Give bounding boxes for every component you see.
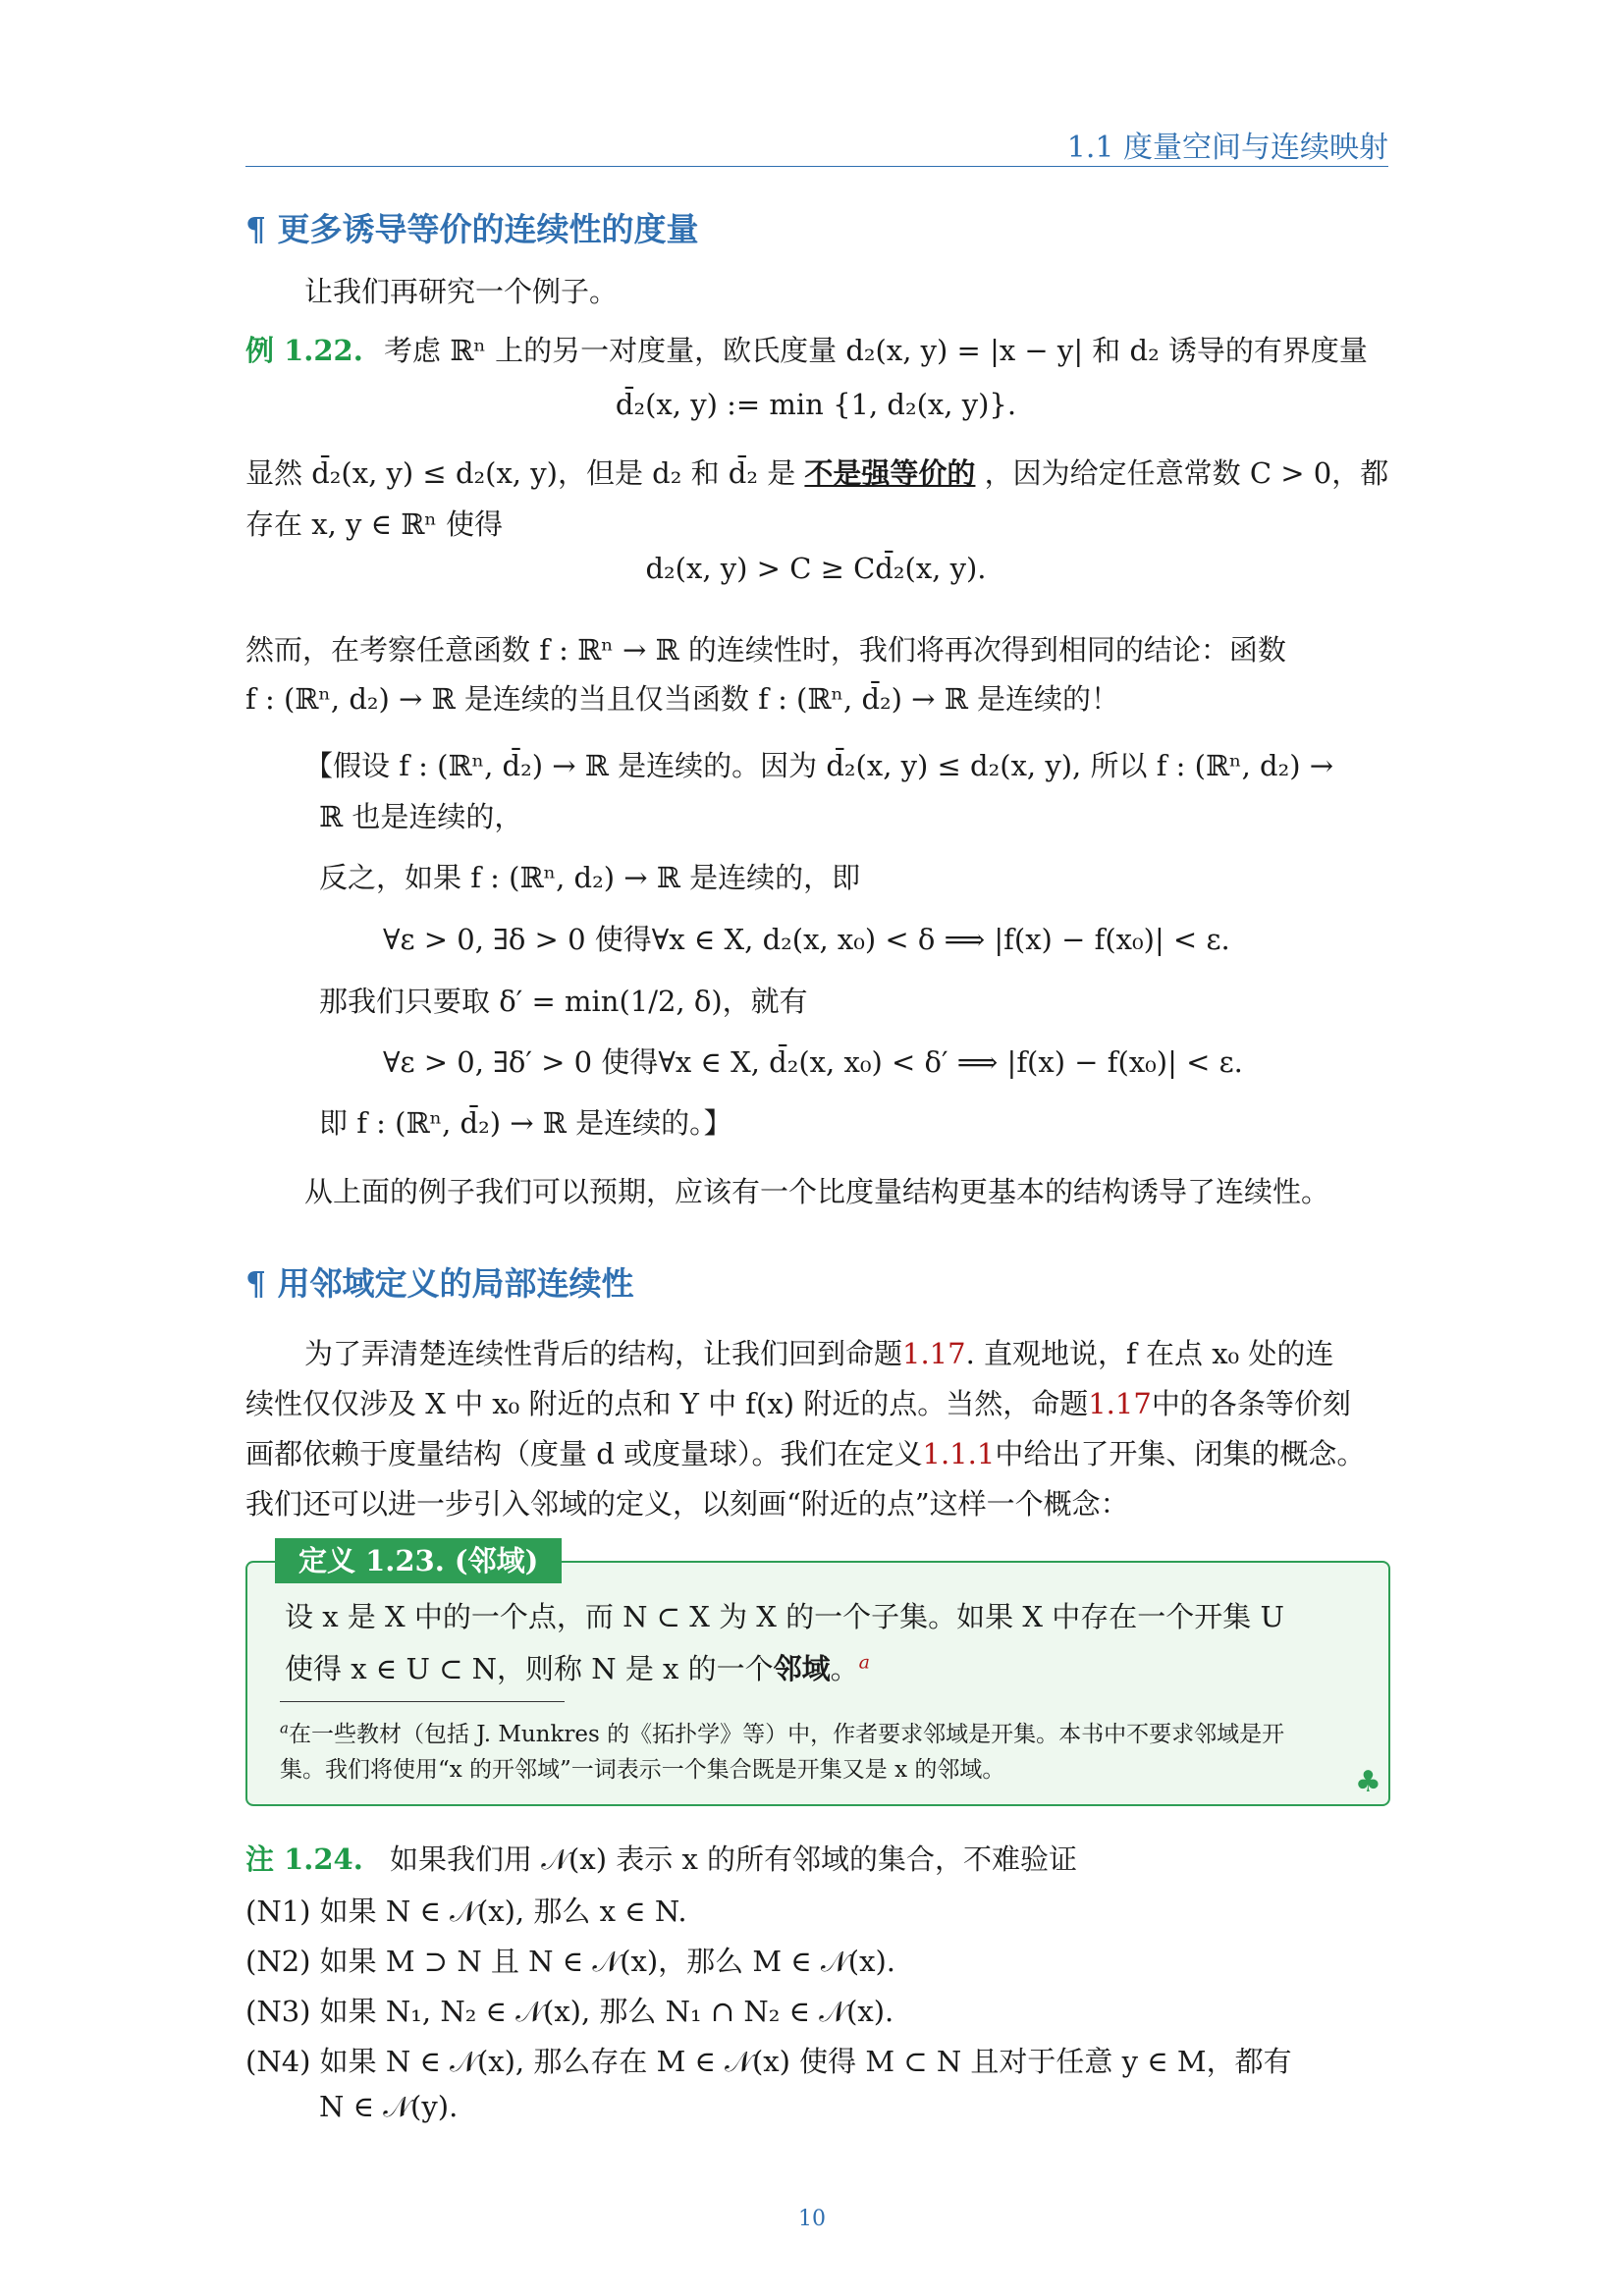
para2-line-1-b: . 直观地说，f 在点 x₀ 处的连 xyxy=(965,1337,1334,1370)
term-neighborhood: 邻域 xyxy=(773,1652,831,1685)
remark-item-n2: (N2) 如果 M ⊃ N 且 N ∈ 𝒩(x)，那么 M ∈ 𝒩(x). xyxy=(245,1945,895,1978)
example-formula-1: d̄₂(x, y) := min {1, d₂(x, y)}. xyxy=(615,388,1017,421)
not-strongly-equivalent: 不是强等价的 xyxy=(804,456,976,490)
intro-text: 让我们再研究一个例子。 xyxy=(304,275,619,308)
example-line-4: 然而，在考察任意函数 f : ℝⁿ → ℝ 的连续性时，我们将再次得到相同的结论：函数 xyxy=(245,633,1286,667)
para2-line-3-b: 中给出了开集、闭集的概念。 xyxy=(995,1437,1366,1470)
definition-line-1: 设 x 是 X 中的一个点，而 N ⊂ X 为 X 的一个子集。如果 X 中存在一个开集 U xyxy=(285,1600,1284,1633)
footnote-marker[interactable]: a xyxy=(858,1651,870,1674)
header-rule xyxy=(245,166,1388,167)
proof-line-4: 那我们只要取 δ′ = min(1/2, δ)，就有 xyxy=(319,985,808,1018)
running-header: 1.1 度量空间与连续映射 xyxy=(1066,131,1388,165)
conclusion-text: 从上面的例子我们可以预期，应该有一个比度量结构更基本的结构诱导了连续性。 xyxy=(304,1175,1330,1208)
para2-line-3 xyxy=(245,1432,1365,1472)
remark-text: 如果我们用 𝒩(x) 表示 x 的所有邻域的集合，不难验证 xyxy=(390,1842,1078,1876)
remark-item-n4-cont: N ∈ 𝒩(y). xyxy=(319,2090,459,2123)
footnote-text-1: 在一些教材（包括 J. Munkres 的《拓扑学》等）中，作者要求邻域是开集。本书中不要求邻域是开 xyxy=(288,1722,1285,1747)
para2-line-2-b: 中的各条等价刻 xyxy=(1151,1387,1351,1420)
example-line-2-text: 显然 d̄₂(x, y) ≤ d₂(x, y)，但是 d₂ 和 d̄₂ 是 xyxy=(245,456,796,490)
example-text: 考虑 ℝⁿ 上的另一对度量，欧氏度量 d₂(x, y) = |x − y| 和 d₂ 诱导的有界度量 xyxy=(384,334,1368,367)
ref-def-1-1-1[interactable]: 1.1.1 xyxy=(922,1437,996,1470)
para2-line-1-a: 为了弄清楚连续性背后的结构，让我们回到命题 xyxy=(304,1337,903,1370)
footnote-line-1 xyxy=(280,1716,1284,1748)
example-label: 例 1.22. xyxy=(245,334,363,367)
example-line-2-tail: ，因为给定任意常数 C > 0，都 xyxy=(984,456,1389,490)
para2-line-2-a: 续性仅仅涉及 X 中 x₀ 附近的点和 Y 中 f(x) 附近的点。当然，命题 xyxy=(245,1387,1089,1420)
remark-line xyxy=(245,1838,1077,1878)
remark-item-n1: (N1) 如果 N ∈ 𝒩(x), 那么 x ∈ N. xyxy=(245,1895,687,1928)
example-line-3: 存在 x, y ∈ ℝⁿ 使得 xyxy=(245,507,504,541)
proof-line-2: ℝ 也是连续的， xyxy=(319,800,523,833)
proof-line-5: 即 f : (ℝⁿ, d̄₂) → ℝ 是连续的。】 xyxy=(319,1106,732,1140)
section-title-2: ¶ 用邻域定义的局部连续性 xyxy=(245,1264,634,1303)
example-line-2 xyxy=(245,452,1388,492)
proof-formula-1: ∀ε > 0, ∃δ > 0 使得∀x ∈ X, d₂(x, x₀) < δ ⟹ |f(x) − f(x₀)| < ε. xyxy=(383,923,1230,956)
definition-line-2-a: 使得 x ∈ U ⊂ N，则称 N 是 x 的一个 xyxy=(285,1652,774,1685)
club-end-icon: ♣ xyxy=(1355,1765,1381,1799)
page-number: 10 xyxy=(798,2207,826,2231)
ref-prop-1-17-b[interactable]: 1.17 xyxy=(1088,1387,1152,1420)
para2-line-4: 我们还可以进一步引入邻域的定义，以刻画“附近的点”这样一个概念： xyxy=(245,1487,1129,1521)
ref-prop-1-17[interactable]: 1.17 xyxy=(902,1337,966,1370)
section-title-1: ¶ 更多诱导等价的连续性的度量 xyxy=(245,210,699,248)
proof-line-1: 【假设 f : (ℝⁿ, d̄₂) → ℝ 是连续的。因为 d̄₂(x, y) ≤ d₂(x, y), 所以 f : (ℝⁿ, d₂) → xyxy=(304,749,1334,782)
proof-formula-2: ∀ε > 0, ∃δ′ > 0 使得∀x ∈ X, d̄₂(x, x₀) < δ′ ⟹ |f(x) − f(x₀)| < ε. xyxy=(383,1045,1243,1079)
para2-line-1 xyxy=(304,1332,1333,1372)
example-formula-2: d₂(x, y) > C ≥ Cd̄₂(x, y). xyxy=(645,552,987,585)
footnote-line-2: 集。我们将使用“x 的开邻域”一词表示一个集合既是开集又是 x 的邻域。 xyxy=(280,1757,1005,1783)
para2-line-3-a: 画都依赖于度量结构（度量 d 或度量球）。我们在定义 xyxy=(245,1437,923,1470)
remark-item-n4: (N4) 如果 N ∈ 𝒩(x), 那么存在 M ∈ 𝒩(x) 使得 M ⊂ N 且对于任意 y ∈ M，都有 xyxy=(245,2045,1292,2078)
example-line-5: f : (ℝⁿ, d₂) → ℝ 是连续的当且仅当函数 f : (ℝⁿ, d̄₂) → ℝ 是连续的！ xyxy=(245,682,1120,716)
para2-line-2 xyxy=(245,1382,1351,1422)
example-line-1 xyxy=(245,329,1368,369)
definition-line-2-c: 。 xyxy=(830,1652,859,1685)
proof-line-3: 反之，如果 f : (ℝⁿ, d₂) → ℝ 是连续的，即 xyxy=(319,861,861,894)
remark-item-n3: (N3) 如果 N₁, N₂ ∈ 𝒩(x), 那么 N₁ ∩ N₂ ∈ 𝒩(x). xyxy=(245,1995,894,2028)
footnote-label: a xyxy=(280,1719,289,1737)
definition-line-2 xyxy=(285,1647,870,1687)
footnote-rule xyxy=(280,1701,565,1702)
remark-label: 注 1.24. xyxy=(245,1842,363,1876)
definition-title: 定义 1.23. (邻域) xyxy=(275,1538,562,1583)
